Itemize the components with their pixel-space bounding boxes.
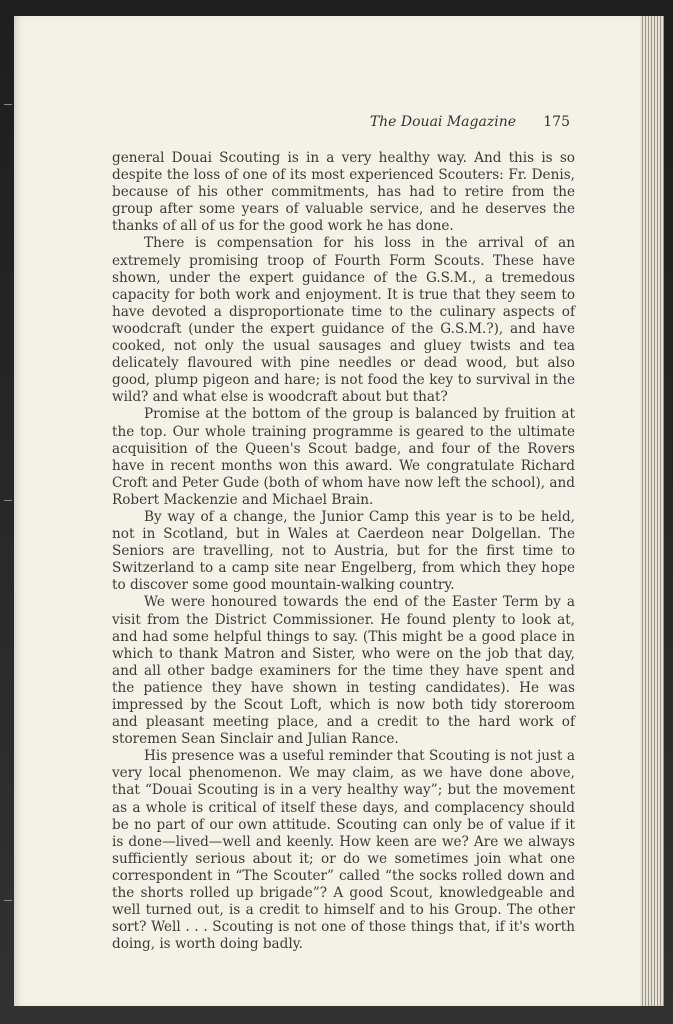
page-number: 175 (543, 114, 570, 130)
paragraph: His presence was a useful reminder that Scouting is not just a very local phenomenon. We may claim, as we have done above, that “Douai Scouting is in a very healthy way”; but the movement as a whole is critical of itself these days, and complacency should be no part of our own attitude. Scouting can only be of value if it is done—lived—well and keenly. How keen are we? Are we always sufficiently serious about it; or do we sometimes join what one correspondent in “The Scouter” called “the socks rolled down and the shorts rolled up brigade”? A good Scout, knowledgeable and well turned out, is a credit to himself and to his Group. The other sort? Well . . . Scouting is not one of those things that, if it's worth doing, is worth doing badly. (112, 748, 575, 953)
paragraph: There is compensation for his loss in the arrival of an extremely promising troop of Fourth Form Scouts. These have shown, under the expert guidance of the G.S.M., a tremedous capacity for both work and enjoyment. It is true that they seem to have devoted a disproportionate time to the culinary aspects of woodcraft (under the expert guidance of the G.S.M.?), and have cooked, not only the usual sausages and gluey twists and tea delicately flavoured with pine needles or dead wood, but also good, plump pigeon and hare; is not food the key to survival in the wild? and what else is woodcraft about but that? (112, 235, 575, 406)
running-header (110, 112, 574, 134)
gutter-mark (4, 500, 12, 501)
page-edges (640, 16, 664, 1006)
paragraph: general Douai Scouting is in a very healthy way. And this is so despite the loss of one of its most experienced Scouters: Fr. Denis, because of his other commitments, has had to retire from the group after some years of valuable service, and he deserves the thanks of all of us for the good work he has done. (112, 150, 575, 235)
gutter-mark (4, 104, 12, 105)
running-title: The Douai Magazine (369, 114, 516, 130)
article-body (112, 150, 575, 953)
gutter-mark (4, 900, 12, 901)
paragraph: We were honoured towards the end of the Easter Term by a visit from the District Commissioner. He found plenty to look at, and had some helpful things to say. (This might be a good place in which to thank Matron and Sister, who were on the job that day, and all other badge examiners for the time they have spent and the patience they have shown in testing candidates). He was impressed by the Scout Loft, which is now both tidy storeroom and pleasant meeting place, and a credit to the hard work of storemen Sean Sinclair and Julian Rance. (112, 594, 575, 748)
paragraph: By way of a change, the Junior Camp this year is to be held, not in Scotland, but in Wales at Caerdeon near Dolgellan. The Seniors are travelling, not to Austria, but for the first time to Switzerland to a camp site near Engelberg, from which they hope to discover some good mountain-walking country. (112, 508, 575, 594)
paragraph: Promise at the bottom of the group is balanced by fruition at the top. Our whole training programme is geared to the ultimate acquisition of the Queen's Scout badge, and four of the Rovers have in recent months won this award. We congratulate Richard Croft and Peter Gude (both of whom have now left the school), and Robert Mackenzie and Michael Brain. (112, 406, 575, 508)
